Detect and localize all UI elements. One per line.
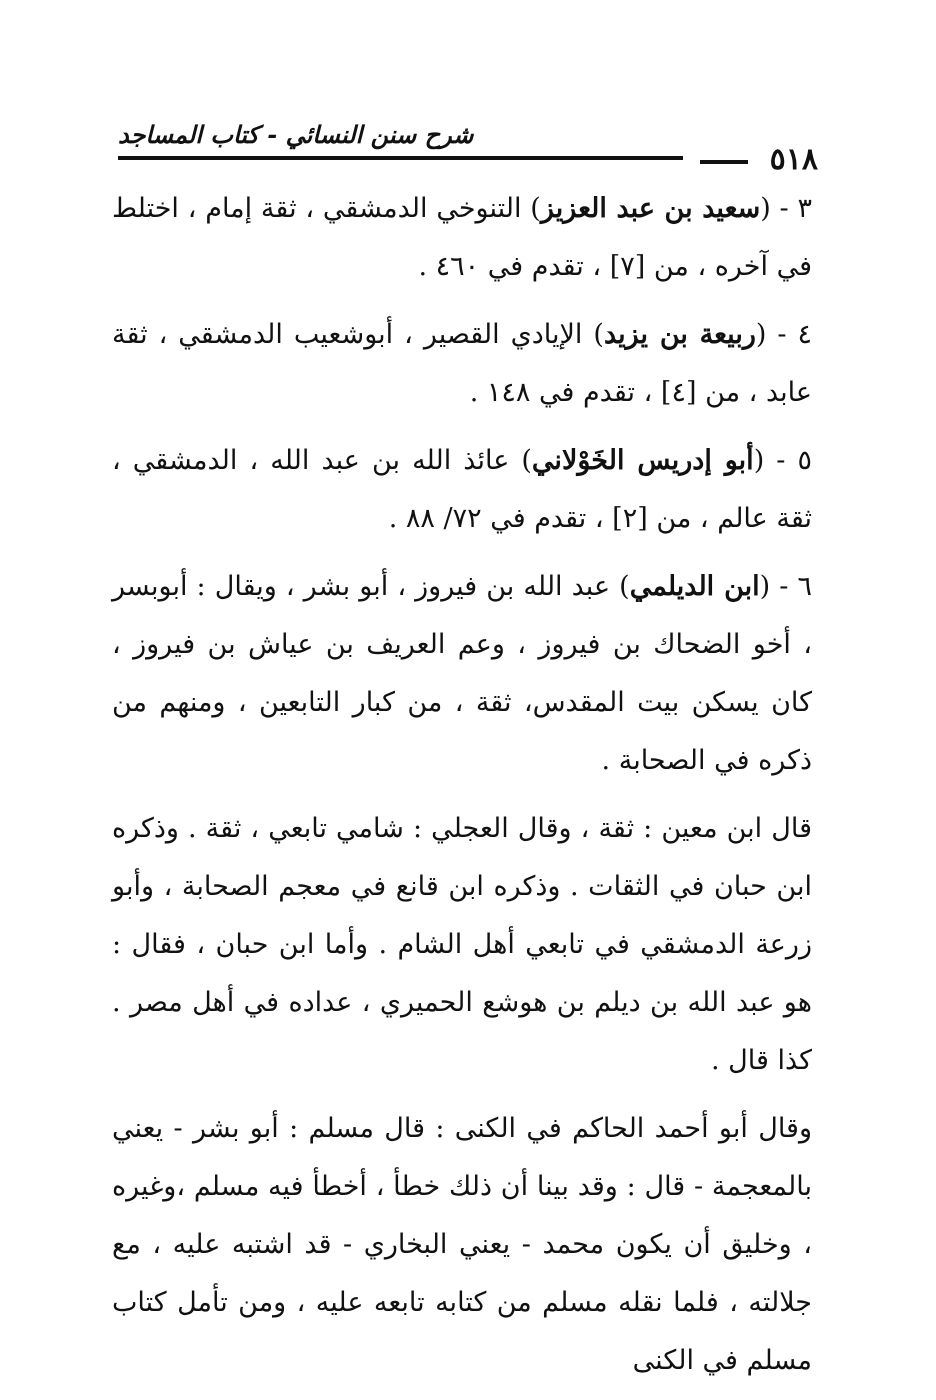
page-number-dash bbox=[700, 160, 748, 164]
page-body bbox=[112, 180, 812, 1400]
narrator-entry-5: ٥ - (أبو إدريس الخَوْلاني) عائذ الله بن عبد الله ، الدمشقي ، ثقة عالم ، من [٢] ، تقدم في ٧٢/ ٨٨ . bbox=[112, 445, 812, 534]
narrator-name: ابن الديلمي bbox=[629, 571, 760, 602]
header-rule bbox=[118, 156, 683, 160]
page-number: ٥١٨ bbox=[769, 142, 818, 177]
narrator-entry-3: ٣ - (سعيد بن عبد العزيز) التنوخي الدمشقي ، ثقة إمام ، اختلط في آخره ، من [٧] ، تقدم في ٤٦٠ . bbox=[112, 193, 812, 282]
page-header bbox=[118, 120, 818, 177]
narrator-entry-6: ٦ - (ابن الديلمي) عبد الله بن فيروز ، أبو بشر ، ويقال : أبوبسر ، أخو الضحاك بن فيروز ، وعم العريف بن عياش بن فيروز ، كان يسكن بيت المقدس، ثقة ، من كبار التابعين ، ومنهم من ذكره في الصحابة . bbox=[112, 571, 813, 776]
running-title: شرح سنن النسائي - كتاب المساجد bbox=[118, 120, 474, 149]
body-paragraph-2: وقال أبو أحمد الحاكم في الكنى : قال مسلم : أبو بشر - يعني بالمعجمة - قال : وقد بينا أن ذلك خطأ ، أخطأ فيه مسلم ،وغيره ، وخليق أن يكون محمد - يعني البخاري - قد اشتبه عليه ، مع جلالته ، فلما نقله مسلم من كتابه تابعه عليه ، ومن تأمل كتاب مسلم في الكنى bbox=[112, 1113, 812, 1376]
body-paragraph-1: قال ابن معين : ثقة ، وقال العجلي : شامي تابعي ، ثقة . وذكره ابن حبان في الثقات . وذكره ابن قانع في معجم الصحابة ، وأبو زرعة الدمشقي في تابعي أهل الشام . وأما ابن حبان ، فقال : هو عبد الله بن ديلم بن هوشع الحميري ، عداده في أهل مصر . كذا قال . bbox=[112, 813, 812, 1076]
narrator-entry-4: ٤ - (ربيعة بن يزيد) الإيادي القصير ، أبوشعيب الدمشقي ، ثقة عابد ، من [٤] ، تقدم في ١٤٨ . bbox=[112, 319, 813, 408]
narrator-name: سعيد بن عبد العزيز bbox=[540, 193, 761, 224]
narrator-name: ربيعة بن يزيد bbox=[603, 319, 756, 350]
narrator-name: أبو إدريس الخَوْلاني bbox=[531, 445, 754, 476]
